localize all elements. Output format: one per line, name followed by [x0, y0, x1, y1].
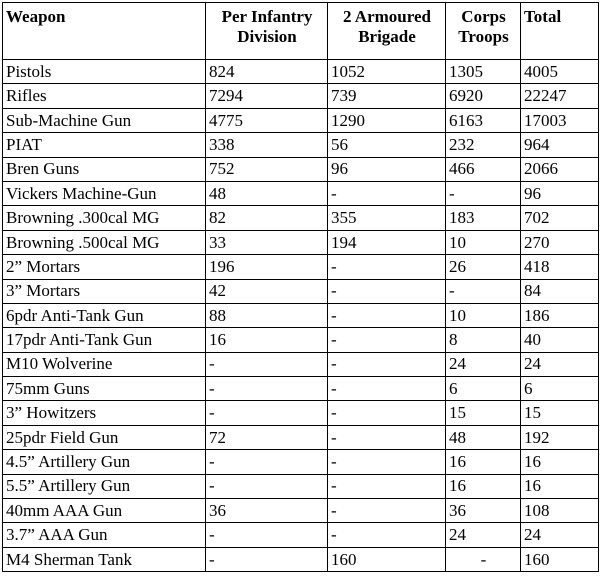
cell-weapon: M4 Sherman Tank: [3, 547, 206, 571]
table-row: [3, 157, 599, 181]
table-row: [3, 425, 599, 449]
cell-total: 24: [521, 523, 599, 547]
cell-per-infantry-division: 338: [206, 133, 328, 157]
cell-total: 964: [521, 133, 599, 157]
cell-corps-troops: 8: [446, 328, 521, 352]
table-row: [3, 255, 599, 279]
cell-weapon: 5.5” Artillery Gun: [3, 474, 206, 498]
table-row: [3, 84, 599, 108]
cell-weapon: Bren Guns: [3, 157, 206, 181]
cell-corps-troops: 26: [446, 255, 521, 279]
table-row: [3, 401, 599, 425]
cell-total: 16: [521, 450, 599, 474]
cell-per-infantry-division: 72: [206, 425, 328, 449]
cell-total: 186: [521, 303, 599, 327]
table-row: [3, 474, 599, 498]
cell-total: 6: [521, 377, 599, 401]
cell-armoured-brigade: -: [328, 499, 446, 523]
cell-armoured-brigade: -: [328, 279, 446, 303]
cell-per-infantry-division: 48: [206, 181, 328, 205]
cell-corps-troops: 1305: [446, 60, 521, 84]
cell-weapon: 25pdr Field Gun: [3, 425, 206, 449]
cell-total: 2066: [521, 157, 599, 181]
cell-total: 22247: [521, 84, 599, 108]
cell-armoured-brigade: -: [328, 523, 446, 547]
header-per-infantry-division: Per Infantry Division: [206, 3, 328, 60]
cell-armoured-brigade: 739: [328, 84, 446, 108]
cell-armoured-brigade: 96: [328, 157, 446, 181]
cell-total: 15: [521, 401, 599, 425]
cell-corps-troops: -: [446, 181, 521, 205]
cell-total: 16: [521, 474, 599, 498]
cell-weapon: 2” Mortars: [3, 255, 206, 279]
cell-weapon: 4.5” Artillery Gun: [3, 450, 206, 474]
cell-armoured-brigade: -: [328, 425, 446, 449]
table-row: [3, 303, 599, 327]
cell-armoured-brigade: -: [328, 474, 446, 498]
cell-per-infantry-division: 4775: [206, 108, 328, 132]
cell-total: 108: [521, 499, 599, 523]
cell-weapon: 17pdr Anti-Tank Gun: [3, 328, 206, 352]
cell-per-infantry-division: 16: [206, 328, 328, 352]
table-row: [3, 547, 599, 571]
table-row: [3, 352, 599, 376]
cell-total: 17003: [521, 108, 599, 132]
cell-per-infantry-division: 752: [206, 157, 328, 181]
cell-total: 96: [521, 181, 599, 205]
cell-per-infantry-division: 33: [206, 230, 328, 254]
cell-per-infantry-division: 42: [206, 279, 328, 303]
cell-armoured-brigade: 194: [328, 230, 446, 254]
table-row: [3, 450, 599, 474]
cell-per-infantry-division: -: [206, 474, 328, 498]
cell-per-infantry-division: 36: [206, 499, 328, 523]
cell-weapon: Browning .300cal MG: [3, 206, 206, 230]
table-row: [3, 523, 599, 547]
cell-corps-troops: 24: [446, 523, 521, 547]
cell-corps-troops: -: [446, 547, 521, 571]
table-body: [3, 60, 599, 572]
table-header: [3, 3, 599, 60]
cell-per-infantry-division: -: [206, 450, 328, 474]
header-weapon: Weapon: [3, 3, 206, 60]
table-row: [3, 328, 599, 352]
cell-weapon: 40mm AAA Gun: [3, 499, 206, 523]
cell-per-infantry-division: 196: [206, 255, 328, 279]
cell-weapon: Pistols: [3, 60, 206, 84]
table-row: [3, 133, 599, 157]
cell-per-infantry-division: -: [206, 547, 328, 571]
cell-armoured-brigade: -: [328, 181, 446, 205]
cell-corps-troops: 16: [446, 474, 521, 498]
cell-armoured-brigade: 1052: [328, 60, 446, 84]
cell-armoured-brigade: -: [328, 377, 446, 401]
cell-corps-troops: 6: [446, 377, 521, 401]
header-row: [3, 3, 599, 60]
cell-corps-troops: 48: [446, 425, 521, 449]
cell-armoured-brigade: -: [328, 352, 446, 376]
cell-weapon: Rifles: [3, 84, 206, 108]
table-row: [3, 377, 599, 401]
cell-total: 270: [521, 230, 599, 254]
cell-total: 40: [521, 328, 599, 352]
cell-per-infantry-division: -: [206, 523, 328, 547]
cell-corps-troops: 232: [446, 133, 521, 157]
cell-corps-troops: 24: [446, 352, 521, 376]
table-row: [3, 206, 599, 230]
cell-armoured-brigade: 1290: [328, 108, 446, 132]
cell-corps-troops: 6920: [446, 84, 521, 108]
header-corps-troops: Corps Troops: [446, 3, 521, 60]
cell-total: 4005: [521, 60, 599, 84]
cell-per-infantry-division: -: [206, 352, 328, 376]
cell-per-infantry-division: 824: [206, 60, 328, 84]
cell-weapon: PIAT: [3, 133, 206, 157]
table-row: [3, 499, 599, 523]
table-row: [3, 60, 599, 84]
cell-armoured-brigade: 355: [328, 206, 446, 230]
cell-weapon: 3” Howitzers: [3, 401, 206, 425]
cell-total: 192: [521, 425, 599, 449]
cell-corps-troops: -: [446, 279, 521, 303]
cell-armoured-brigade: -: [328, 401, 446, 425]
header-total: Total: [521, 3, 599, 60]
cell-total: 160: [521, 547, 599, 571]
cell-weapon: Vickers Machine-Gun: [3, 181, 206, 205]
cell-armoured-brigade: -: [328, 303, 446, 327]
cell-armoured-brigade: 56: [328, 133, 446, 157]
cell-weapon: 3” Mortars: [3, 279, 206, 303]
cell-weapon: M10 Wolverine: [3, 352, 206, 376]
cell-corps-troops: 6163: [446, 108, 521, 132]
cell-per-infantry-division: 88: [206, 303, 328, 327]
table-row: [3, 230, 599, 254]
cell-armoured-brigade: 160: [328, 547, 446, 571]
cell-per-infantry-division: 7294: [206, 84, 328, 108]
header-armoured-brigade: 2 Armoured Brigade: [328, 3, 446, 60]
table-row: [3, 181, 599, 205]
cell-weapon: 75mm Guns: [3, 377, 206, 401]
cell-total: 702: [521, 206, 599, 230]
cell-weapon: 6pdr Anti-Tank Gun: [3, 303, 206, 327]
cell-corps-troops: 10: [446, 230, 521, 254]
cell-total: 418: [521, 255, 599, 279]
cell-corps-troops: 183: [446, 206, 521, 230]
cell-armoured-brigade: -: [328, 255, 446, 279]
cell-corps-troops: 466: [446, 157, 521, 181]
cell-weapon: Browning .500cal MG: [3, 230, 206, 254]
cell-corps-troops: 36: [446, 499, 521, 523]
cell-corps-troops: 16: [446, 450, 521, 474]
table-row: [3, 279, 599, 303]
cell-per-infantry-division: -: [206, 377, 328, 401]
cell-weapon: Sub-Machine Gun: [3, 108, 206, 132]
cell-armoured-brigade: -: [328, 328, 446, 352]
cell-weapon: 3.7” AAA Gun: [3, 523, 206, 547]
cell-per-infantry-division: -: [206, 401, 328, 425]
cell-armoured-brigade: -: [328, 450, 446, 474]
cell-per-infantry-division: 82: [206, 206, 328, 230]
weapons-table: [2, 2, 599, 572]
cell-corps-troops: 10: [446, 303, 521, 327]
cell-total: 24: [521, 352, 599, 376]
table-row: [3, 108, 599, 132]
cell-corps-troops: 15: [446, 401, 521, 425]
cell-total: 84: [521, 279, 599, 303]
